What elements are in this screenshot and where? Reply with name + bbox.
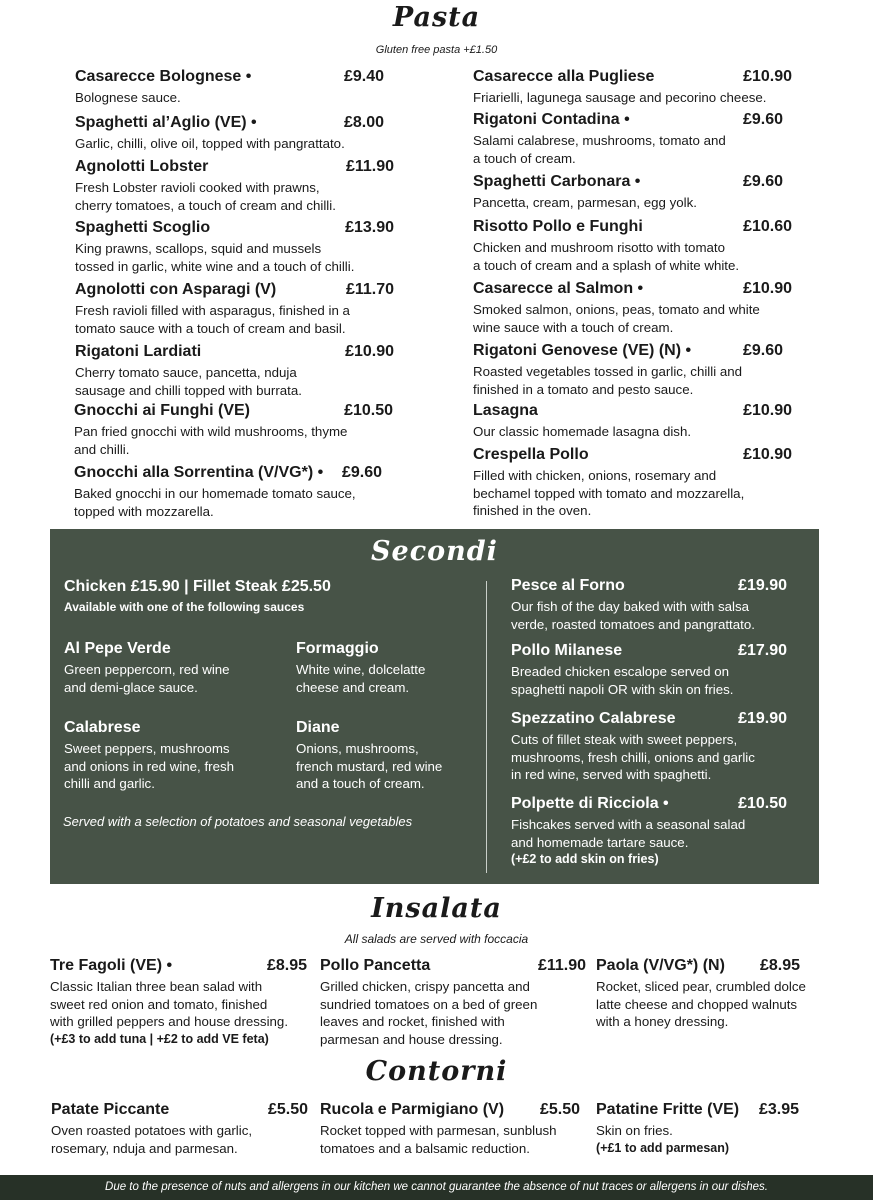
item-price: £10.90 xyxy=(743,280,792,297)
item-name: Tre Fagoli (VE) • xyxy=(50,957,173,974)
item-description: Fresh Lobster ravioli cooked with prawns, cherry tomatoes, a touch of cream and chilli. xyxy=(75,180,336,213)
item-price: £17.90 xyxy=(738,642,787,659)
item-price: £13.90 xyxy=(345,219,394,236)
item-description: King prawns, scallops, squid and mussels tossed in garlic, white wine and a touch of chilli. xyxy=(75,241,355,274)
item-description: Cherry tomato sauce, pancetta, nduja sausage and chilli topped with burrata. xyxy=(75,365,302,398)
menu-item xyxy=(50,957,308,1048)
item-description: Fresh ravioli filled with asparagus, finished in a tomato sauce with a touch of cream and basil. xyxy=(75,303,350,336)
sauce-description: White wine, dolcelatte cheese and cream. xyxy=(296,662,426,695)
item-description: Our classic homemade lasagna dish. xyxy=(473,424,692,439)
menu-item xyxy=(511,642,787,698)
menu-item xyxy=(511,710,787,784)
sauce-description: Sweet peppers, mushrooms and onions in red wine, fresh chilli and garlic. xyxy=(64,741,235,791)
item-name: Spaghetti al’Aglio (VE) • xyxy=(75,114,257,131)
menu-item xyxy=(473,446,793,520)
item-price: £10.50 xyxy=(344,402,393,419)
insalata-title: Insalata xyxy=(371,893,502,924)
item-price: £9.60 xyxy=(742,111,783,128)
item-name: Spaghetti Carbonara • xyxy=(473,173,641,190)
item-price: £10.60 xyxy=(743,218,792,235)
menu-item xyxy=(51,1101,308,1157)
item-addon: (+£2 to add skin on fries) xyxy=(511,852,659,866)
item-name: Rigatoni Lardiati xyxy=(75,343,202,360)
sauce-item xyxy=(296,719,496,793)
menu-item xyxy=(75,343,395,399)
item-price: £10.90 xyxy=(743,68,792,85)
menu-item xyxy=(473,173,793,212)
secondi-main-heading: Chicken £15.90 | Fillet Steak £25.50 xyxy=(64,578,331,595)
item-name: Casarecce alla Pugliese xyxy=(473,68,655,85)
item-description: Grilled chicken, crispy pancetta and sundried tomatoes on a bed of green leaves and rocket, finished with parmesan and house dressing. xyxy=(320,979,538,1047)
item-price: £9.60 xyxy=(742,342,783,359)
item-addon: (+£3 to add tuna | +£2 to add VE feta) xyxy=(50,1031,269,1046)
item-description: Salami calabrese, mushrooms, tomato and a touch of cream. xyxy=(473,133,726,166)
item-name: Pollo Pancetta xyxy=(320,957,431,974)
item-addon: (+£1 to add parmesan) xyxy=(596,1140,730,1155)
secondi-title: Secondi xyxy=(371,536,498,567)
item-price: £3.95 xyxy=(758,1101,799,1118)
allergen-footer: Due to the presence of nuts and allergens in our kitchen we cannot guarantee the absence of nut traces or allergens in our dishes. xyxy=(0,1175,873,1200)
menu-item xyxy=(75,281,395,337)
item-price: £5.50 xyxy=(539,1101,580,1118)
item-price: £19.90 xyxy=(738,577,787,594)
menu-item xyxy=(74,402,394,458)
menu-item xyxy=(320,1101,580,1157)
item-name: Spaghetti Scoglio xyxy=(75,219,211,236)
secondi-main-note: Available with one of the following sauces xyxy=(64,600,305,614)
item-price: £8.00 xyxy=(343,114,384,131)
served-note: Served with a selection of potatoes and seasonal vegetables xyxy=(63,814,413,829)
menu-item xyxy=(473,402,793,441)
sauce-description: Onions, mushrooms, french mustard, red wine and a touch of cream. xyxy=(296,741,443,791)
item-description: Friarielli, lagunega sausage and pecorino cheese. xyxy=(473,90,767,105)
item-price: £9.60 xyxy=(341,464,382,481)
item-name: Polpette di Ricciola • xyxy=(511,795,669,812)
item-description: Rocket topped with parmesan, sunblush tomatoes and a balsamic reduction. xyxy=(320,1123,557,1156)
menu-item xyxy=(511,795,787,869)
sauce-name: Diane xyxy=(296,719,340,736)
pasta-subtitle: Gluten free pasta +£1.50 xyxy=(375,44,498,56)
item-description: Cuts of fillet steak with sweet peppers, mushrooms, fresh chilli, onions and garlic in red wine, served with spaghetti. xyxy=(511,732,755,782)
contorni-title: Contorni xyxy=(365,1056,508,1087)
sauce-item xyxy=(64,640,274,696)
menu-item xyxy=(75,158,395,214)
item-name: Spezzatino Calabrese xyxy=(511,710,676,727)
item-price: £11.90 xyxy=(345,158,394,175)
sauce-name: Al Pepe Verde xyxy=(64,640,171,657)
item-name: Agnolotti con Asparagi (V) xyxy=(75,281,277,298)
item-name: Crespella Pollo xyxy=(473,446,589,463)
sauce-description: Green peppercorn, red wine and demi-glace sauce. xyxy=(64,662,230,695)
insalata-subtitle: All salads are served with foccacia xyxy=(344,932,529,946)
item-description: Rocket, sliced pear, crumbled dolce latte cheese and chopped walnuts with a honey dressing. xyxy=(596,979,806,1029)
item-description: Pancetta, cream, parmesan, egg yolk. xyxy=(473,195,697,210)
item-price: £10.50 xyxy=(738,795,787,812)
item-description: Bolognese sauce. xyxy=(75,90,181,105)
item-name: Gnocchi ai Funghi (VE) xyxy=(74,402,250,419)
item-name: Agnolotti Lobster xyxy=(75,158,209,175)
item-name: Patatine Fritte (VE) xyxy=(596,1101,740,1118)
menu-item xyxy=(75,68,384,107)
item-description: Fishcakes served with a seasonal salad and homemade tartare sauce. xyxy=(511,817,746,850)
item-name: Gnocchi alla Sorrentina (V/VG*) • xyxy=(74,464,324,481)
sauce-item xyxy=(296,640,496,696)
item-description: Pan fried gnocchi with wild mushrooms, thyme and chilli. xyxy=(74,424,348,457)
menu-item xyxy=(596,1101,799,1157)
item-price: £8.95 xyxy=(266,957,307,974)
item-name: Rigatoni Contadina • xyxy=(473,111,630,128)
item-price: £11.70 xyxy=(345,281,394,298)
item-description: Skin on fries. xyxy=(596,1123,673,1138)
item-price: £8.95 xyxy=(759,957,800,974)
secondi-panel xyxy=(50,529,819,884)
item-description: Classic Italian three bean salad with sweet red onion and tomato, finished with grilled peppers and house dressing. xyxy=(50,979,289,1029)
sauce-name: Formaggio xyxy=(296,640,379,657)
item-description: Smoked salmon, onions, peas, tomato and white wine sauce with a touch of cream. xyxy=(473,302,760,335)
menu-item xyxy=(75,219,395,275)
item-name: Lasagna xyxy=(473,402,538,419)
item-name: Casarecce al Salmon • xyxy=(473,280,644,297)
menu-item xyxy=(473,68,793,107)
item-name: Rigatoni Genovese (VE) (N) • xyxy=(473,342,692,359)
item-price: £11.90 xyxy=(537,957,586,974)
item-description: Baked gnocchi in our homemade tomato sauce, topped with mozzarella. xyxy=(74,486,356,519)
sauce-name: Calabrese xyxy=(64,719,141,736)
menu-item xyxy=(473,280,793,336)
item-name: Rucola e Parmigiano (V) xyxy=(320,1101,505,1118)
item-description: Our fish of the day baked with with salsa verde, roasted tomatoes and pangrattato. xyxy=(511,599,755,632)
item-name: Risotto Pollo e Funghi xyxy=(473,218,643,235)
item-price: £9.60 xyxy=(742,173,783,190)
item-description: Roasted vegetables tossed in garlic, chilli and finished in a tomato and pesto sauce. xyxy=(473,364,743,397)
item-description: Garlic, chilli, olive oil, topped with pangrattato. xyxy=(75,136,345,151)
item-price: £5.50 xyxy=(267,1101,308,1118)
menu-item xyxy=(511,577,787,633)
pasta-title: Pasta xyxy=(392,2,481,33)
item-price: £10.90 xyxy=(743,446,792,463)
item-description: Chicken and mushroom risotto with tomato a touch of cream and a splash of white white. xyxy=(473,240,740,273)
menu-item xyxy=(473,342,793,398)
item-name: Paola (V/VG*) (N) xyxy=(596,957,725,974)
menu-item xyxy=(320,957,586,1048)
menu-item xyxy=(596,957,828,1031)
menu-item xyxy=(473,111,793,167)
item-description: Oven roasted potatoes with garlic, rosemary, nduja and parmesan. xyxy=(51,1123,253,1156)
menu-item xyxy=(74,464,394,520)
menu-item xyxy=(75,114,384,153)
item-price: £10.90 xyxy=(743,402,792,419)
sauce-item xyxy=(64,719,274,793)
item-name: Casarecce Bolognese • xyxy=(75,68,252,85)
item-price: £9.40 xyxy=(343,68,384,85)
item-price: £19.90 xyxy=(738,710,787,727)
item-price: £10.90 xyxy=(345,343,394,360)
item-description: Breaded chicken escalope served on spaghetti napoli OR with skin on fries. xyxy=(511,664,734,697)
item-name: Pesce al Forno xyxy=(511,577,625,594)
item-description: Filled with chicken, onions, rosemary and bechamel topped with tomato and mozzarella, finished in the oven. xyxy=(473,468,745,518)
item-name: Pollo Milanese xyxy=(511,642,623,659)
item-name: Patate Piccante xyxy=(51,1101,170,1118)
menu-item xyxy=(473,218,793,274)
